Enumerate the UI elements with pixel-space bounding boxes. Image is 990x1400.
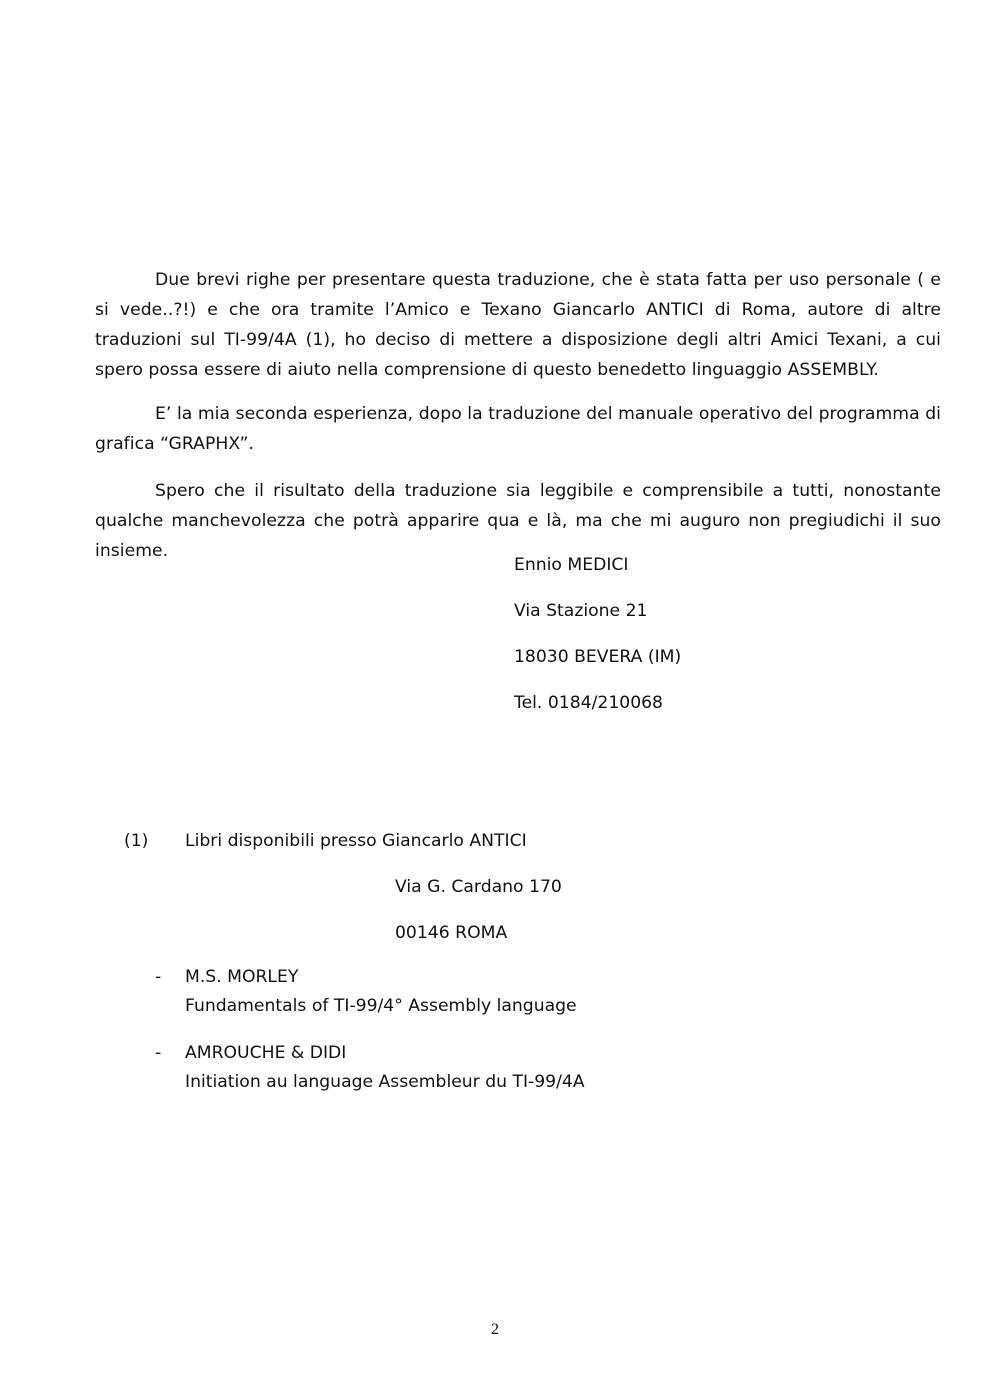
footnote-label: Libri disponibili presso Giancarlo ANTICI <box>185 831 527 851</box>
book-title: Fundamentals of TI-99/4° Assembly language <box>185 996 577 1016</box>
signature-street: Via Stazione 21 <box>514 601 648 621</box>
experience-paragraph: E’ la mia seconda esperienza, dopo la traduzione del manuale operativo del programma di grafica “GRAPHX”. <box>95 404 941 454</box>
signature-phone: Tel. 0184/210068 <box>514 693 663 713</box>
footnote-address-street: Via G. Cardano 170 <box>395 877 562 897</box>
closing-paragraph: Spero che il risultato della traduzione sia leggibile e comprensibile a tutti, nonostante qualche manchevolezza che potrà apparire qua e là, ma che mi auguro non pregiudichi il suo insieme. <box>95 481 941 561</box>
book-item <box>185 963 577 1021</box>
intro-paragraph: Due brevi righe per presentare questa traduzione, che è stata fatta per uso personale ( e si vede..?!) e che ora tramite l’Amico e Texano Giancarlo ANTICI di Roma, autore di altre traduzioni sul TI-99/4A (1), ho deciso di mettere a disposizione degli altri Amici Texani, a cui spero possa essere di aiuto nella comprensione di questo benedetto linguaggio ASSEMBLY. <box>95 270 941 380</box>
book-title: Initiation au language Assembleur du TI-99/4A <box>185 1072 585 1092</box>
page-number: 2 <box>491 1321 499 1338</box>
signature-name: Ennio MEDICI <box>514 555 629 575</box>
book-author: M.S. MORLEY <box>185 967 299 987</box>
book-author: AMROUCHE & DIDI <box>185 1043 347 1063</box>
book-item <box>185 1039 585 1097</box>
list-bullet: - <box>155 1043 162 1063</box>
list-bullet: - <box>155 967 162 987</box>
signature-city: 18030 BEVERA (IM) <box>514 647 682 667</box>
footnote-marker: (1) <box>124 831 149 851</box>
footnote-address-city: 00146 ROMA <box>395 923 508 943</box>
